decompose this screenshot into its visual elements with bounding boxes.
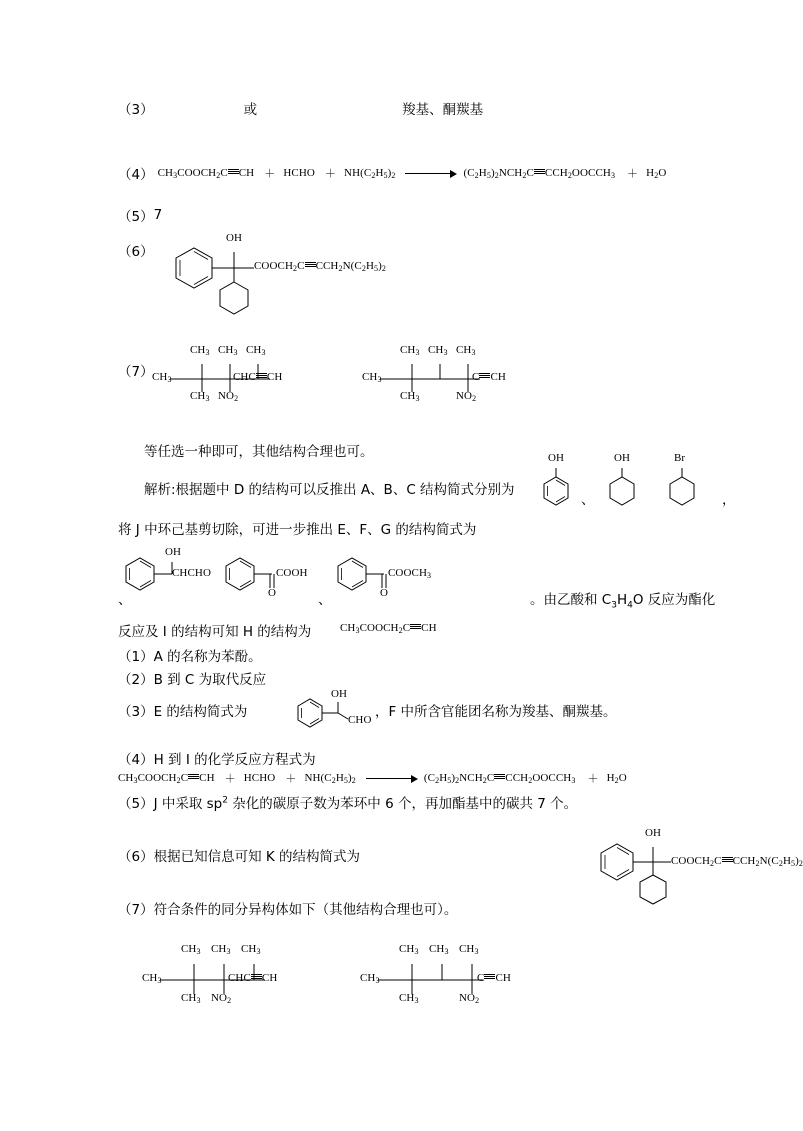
structure-e-chain-label: CHCHO bbox=[172, 567, 212, 579]
item-7-structure-a bbox=[152, 344, 310, 411]
item-6-chain-label: $COOCH_2C$ $CCH_2N(C_2H_5)_2$ bbox=[254, 260, 386, 273]
eq1-reactant-2: HCHO bbox=[283, 167, 315, 179]
q7a-ch3-top-left: $CH_3$ bbox=[181, 943, 201, 956]
explanation-q7: （7）符合条件的同分异构体如下（其他结构合理也可）。 bbox=[118, 902, 458, 918]
eq1-reactant-1: $CH_3COOCH_2C$ CH bbox=[157, 166, 255, 180]
eq2-product-2: $H_2O$ bbox=[606, 771, 627, 785]
item-7-number: （7） bbox=[118, 364, 154, 380]
eq2-reactant-2: HCHO bbox=[243, 772, 276, 784]
structure-e-oh-label: OH bbox=[165, 546, 182, 558]
explanation-q3-post: ，F 中所含官能团名称为羧基、酮羰基。 bbox=[375, 704, 617, 720]
structure-b-cyclohexanol bbox=[600, 452, 646, 518]
structure-f-o-label: O bbox=[268, 587, 277, 599]
item-7b-chain: C CH bbox=[472, 371, 506, 383]
item-7a-no2: $NO_2$ bbox=[218, 390, 239, 403]
structure-c-br-label: Br bbox=[674, 452, 686, 464]
structure-e bbox=[118, 548, 228, 600]
answer-item-7-number-row bbox=[118, 360, 154, 380]
explanation-line-3-tail: 。由乙酸和 $C_3H_4O$ 反应为酯化 bbox=[530, 592, 716, 611]
item-7b-ch3-top-left: $CH_3$ bbox=[400, 344, 420, 357]
structure-g-o-label: O bbox=[380, 587, 389, 599]
item-7a-ch3-top-right: $CH_3$ bbox=[246, 344, 266, 357]
eq1-plus-3: ＋ bbox=[627, 168, 639, 180]
q7b-ch3-top-right: $CH_3$ bbox=[459, 943, 479, 956]
answer-item-3 bbox=[118, 98, 483, 118]
q3-cho-label: CHO bbox=[348, 714, 372, 726]
structure-b-oh-label: OH bbox=[614, 452, 631, 464]
q7-structure-b bbox=[360, 943, 538, 1014]
item-7a-ch3-top-mid: $CH_3$ bbox=[218, 344, 238, 357]
answer-item-5 bbox=[118, 205, 162, 225]
item-7-note: 等任选一种即可，其他结构合理也可。 bbox=[144, 444, 374, 460]
item-7b-ch3-bottom: $CH_3$ bbox=[400, 390, 420, 403]
eq1-plus-1: ＋ bbox=[264, 168, 276, 180]
eq2-plus-2: ＋ bbox=[285, 773, 297, 785]
structure-g bbox=[330, 548, 450, 600]
item-6-oh-label: OH bbox=[226, 232, 243, 244]
eq1-reactant-3: $NH(C_2H_5)_2$ bbox=[344, 166, 396, 180]
item-4-number: （4） bbox=[118, 167, 154, 183]
explanation-q6: （6）根据已知信息可知 K 的结构简式为 bbox=[118, 849, 361, 865]
item-5-answer: 7 bbox=[153, 207, 163, 223]
explanation-sep-1: 、 bbox=[581, 492, 595, 508]
answer-item-6-number-row bbox=[118, 240, 154, 260]
explanation-q2: （2）B 到 C 为取代反应 bbox=[118, 672, 267, 688]
item-3-or-text: 或 bbox=[243, 102, 258, 118]
eq2-reactant-1: $CH_3COOCH_2C$ CH bbox=[118, 771, 215, 785]
q6-structure bbox=[585, 825, 803, 903]
structure-f-cooh-label: COOH bbox=[276, 567, 308, 579]
item-3-answer: 羧基、酮羰基 bbox=[402, 102, 484, 118]
eq2-plus-3: ＋ bbox=[587, 773, 599, 785]
item-7b-ch3-top-mid: $CH_3$ bbox=[428, 344, 448, 357]
eq2-plus-1: ＋ bbox=[224, 773, 236, 785]
structure-a-phenol bbox=[534, 452, 580, 518]
explanation-line-2-text: 将 J 中环己基剪切除，可进一步推出 E、F、G 的结构简式为 bbox=[118, 522, 477, 538]
explanation-q5: （5）J 中采取 $sp^2$ 杂化的碳原子数为苯环中 6 个，再加酯基中的碳共 7 个。 bbox=[118, 795, 578, 812]
q7b-chain: C CH bbox=[477, 972, 511, 984]
eq2-reactant-3: $NH(C_2H_5)_2$ bbox=[304, 771, 356, 785]
explanation-line-4: 反应及 I 的结构可知 H 的结构为 bbox=[118, 624, 312, 640]
answer-item-4 bbox=[118, 163, 666, 183]
item-7b-ch3-top-right: $CH_3$ bbox=[456, 344, 476, 357]
q6-oh-label: OH bbox=[645, 827, 662, 839]
structure-f bbox=[218, 548, 328, 600]
explanation-sep-2: ， bbox=[722, 492, 736, 508]
q4-equation bbox=[118, 770, 627, 786]
item-7a-chain: CHC CH bbox=[233, 371, 283, 383]
q7a-no2: $NO_2$ bbox=[211, 992, 232, 1005]
q6-chain-label: $COOCH_2C$ $CCH_2N(C_2H_5)_2$ bbox=[671, 855, 803, 868]
q7-structure-a bbox=[142, 943, 310, 1014]
q7b-no2: $NO_2$ bbox=[459, 992, 480, 1005]
item-7a-ch3-top-left: $CH_3$ bbox=[190, 344, 210, 357]
item-5-number: （5） bbox=[118, 209, 154, 225]
item-7a-ch3-left: $CH_3$ bbox=[152, 371, 172, 384]
q3-structure bbox=[290, 690, 380, 736]
structure-c-bromocyclohexane bbox=[660, 452, 716, 518]
q7a-ch3-left: $CH_3$ bbox=[142, 972, 162, 985]
q7b-ch3-top-mid: $CH_3$ bbox=[429, 943, 449, 956]
eq2-product-1: $(C_2H_5)_2NCH_2C$ $CCH_2OOCCH_3$ bbox=[423, 771, 576, 785]
structure-a-oh-label: OH bbox=[548, 452, 565, 464]
q7b-ch3-left: $CH_3$ bbox=[360, 972, 380, 985]
item-6-structure bbox=[158, 228, 418, 308]
item-3-number: （3） bbox=[118, 102, 154, 118]
item-7b-ch3-left: $CH_3$ bbox=[362, 371, 382, 384]
explanation-sep-3: 、 bbox=[118, 592, 132, 608]
item-7-structure-b bbox=[362, 344, 530, 411]
explanation-q4: （4）H 到 I 的化学反应方程式为 bbox=[118, 752, 316, 768]
q3-oh-label: OH bbox=[331, 688, 348, 700]
structure-g-cooch-label: $COOCH_3$ bbox=[388, 567, 432, 580]
explanation-line-4-formula: $CH_3COOCH_2C$ CH bbox=[340, 622, 437, 635]
q7a-chain: CHC CH bbox=[228, 972, 278, 984]
q7b-ch3-bottom: $CH_3$ bbox=[399, 992, 419, 1005]
explanation-q3-pre: （3）E 的结构简式为 bbox=[118, 704, 248, 720]
q7a-ch3-bottom: $CH_3$ bbox=[181, 992, 201, 1005]
eq2-reaction-arrow bbox=[366, 773, 418, 783]
eq1-product-2: $H_2O$ bbox=[646, 166, 667, 180]
explanation-intro: 解析:根据题中 D 的结构可以反推出 A、B、C 结构简式分别为 bbox=[144, 482, 515, 498]
item-7a-ch3-bottom: $CH_3$ bbox=[190, 390, 210, 403]
eq1-plus-2: ＋ bbox=[324, 168, 337, 180]
item-6-number: （6） bbox=[118, 244, 154, 260]
item-7b-no2: $NO_2$ bbox=[456, 390, 477, 403]
explanation-q1: （1）A 的名称为苯酚。 bbox=[118, 649, 262, 665]
q7b-ch3-top-left: $CH_3$ bbox=[399, 943, 419, 956]
eq1-reaction-arrow bbox=[405, 168, 457, 178]
q7a-ch3-top-right: $CH_3$ bbox=[241, 943, 261, 956]
eq1-product-1: $(C_2H_5)_2NCH_2C$ $CCH_2OOCCH_3$ bbox=[463, 166, 616, 180]
explanation-line-2 bbox=[118, 518, 680, 538]
q7a-ch3-top-mid: $CH_3$ bbox=[211, 943, 231, 956]
explanation-sep-4: 、 bbox=[318, 592, 332, 608]
